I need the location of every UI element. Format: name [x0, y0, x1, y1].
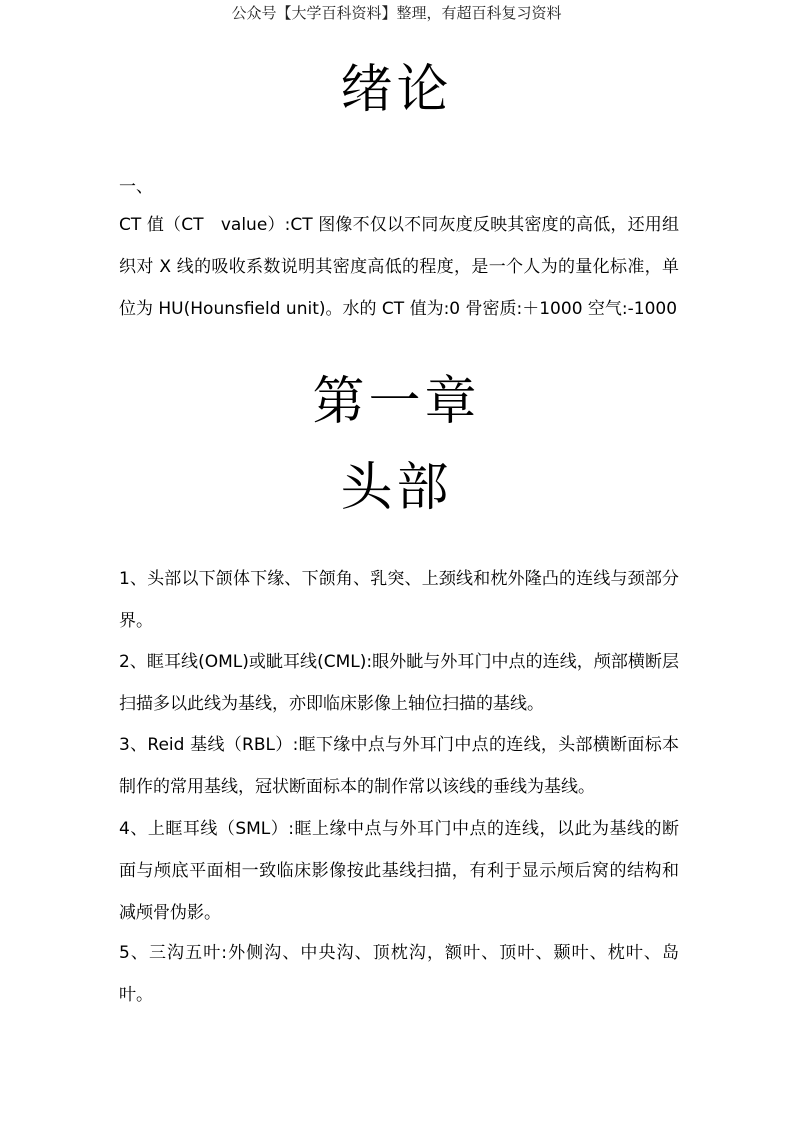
list-item: 4、上眶耳线（SML）:眶上缘中点与外耳门中点的连线，以此为基线的断面与颅底平面相一致临床影像按此基线扫描，有利于显示颅后窝的结构和减颅骨伪影。 [119, 819, 679, 923]
list-item: 5、三沟五叶:外侧沟、中央沟、顶枕沟，额叶、顶叶、颞叶、枕叶、岛叶。 [119, 943, 679, 1005]
list-item: 2、眶耳线(OML)或眦耳线(CML):眼外眦与外耳门中点的连线，颅部横断层扫描多以此线为基线，亦即临床影像上轴位扫描的基线。 [119, 652, 679, 714]
section-number: 一、 [119, 177, 153, 197]
chapter-title: 第一章 [312, 372, 481, 432]
ct-value-definition: CT 值（CT value）:CT 图像不仅以不同灰度反映其密度的高低，还用组织对 X 线的吸收系数说明其密度高低的程度，是一个人为的量化标准，单位为 HU(Hounsfield unit)。水的 CT 值为:0 骨密质:＋1000 空气:-1000 [119, 215, 679, 319]
chapter-subtitle: 头部 [340, 458, 453, 518]
list-item: 1、头部以下颌体下缘、下颌角、乳突、上颈线和枕外隆凸的连线与颈部分界。 [119, 569, 679, 631]
intro-title: 绪论 [340, 60, 453, 120]
list-item: 3、Reid 基线（RBL）:眶下缘中点与外耳门中点的连线，头部横断面标本制作的常用基线，冠状断面标本的制作常以该线的垂线为基线。 [119, 735, 679, 797]
page-header-note: 公众号【大学百科资料】整理，有超百科复习资料 [231, 4, 562, 22]
